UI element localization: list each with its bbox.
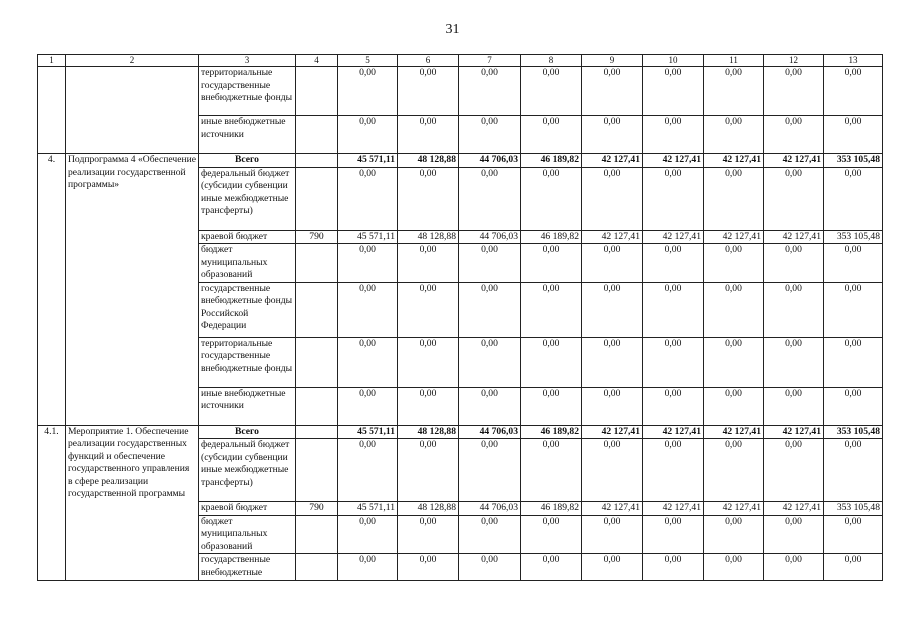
value-cell: 46 189,82 xyxy=(521,425,582,439)
value-cell: 353 105,48 xyxy=(824,502,883,516)
value-cell: 0,00 xyxy=(521,387,582,425)
funding-source-cell: территориальные государственные внебюджетные фонды xyxy=(199,67,296,116)
value-cell: 0,00 xyxy=(704,515,764,554)
value-cell: 0,00 xyxy=(824,67,883,116)
value-cell: 0,00 xyxy=(521,337,582,387)
value-cell: 45 571,11 xyxy=(338,154,398,168)
value-cell: 0,00 xyxy=(398,439,459,502)
value-cell: 353 105,48 xyxy=(824,425,883,439)
value-cell: 0,00 xyxy=(459,67,521,116)
code-cell xyxy=(296,154,338,168)
value-cell: 0,00 xyxy=(582,387,643,425)
value-cell: 48 128,88 xyxy=(398,502,459,516)
value-cell: 0,00 xyxy=(398,67,459,116)
value-cell: 0,00 xyxy=(643,282,704,337)
value-cell: 0,00 xyxy=(338,337,398,387)
value-cell: 42 127,41 xyxy=(704,502,764,516)
row-number-cell: 4.1. xyxy=(38,425,66,581)
value-cell: 0,00 xyxy=(643,554,704,581)
value-cell: 0,00 xyxy=(582,282,643,337)
value-cell: 0,00 xyxy=(704,439,764,502)
value-cell: 0,00 xyxy=(582,116,643,154)
value-cell: 0,00 xyxy=(824,282,883,337)
value-cell: 0,00 xyxy=(764,116,824,154)
value-cell: 0,00 xyxy=(521,554,582,581)
value-cell: 0,00 xyxy=(764,167,824,230)
value-cell: 0,00 xyxy=(338,515,398,554)
value-cell: 42 127,41 xyxy=(764,502,824,516)
value-cell: 46 189,82 xyxy=(521,154,582,168)
column-number-11: 11 xyxy=(704,55,764,67)
value-cell: 42 127,41 xyxy=(643,502,704,516)
funding-source-cell: государственные внебюджетные фонды Российской Федерации xyxy=(199,282,296,337)
value-cell: 0,00 xyxy=(704,116,764,154)
column-number-3: 3 xyxy=(199,55,296,67)
value-cell: 0,00 xyxy=(582,439,643,502)
value-cell: 0,00 xyxy=(582,244,643,283)
value-cell: 0,00 xyxy=(338,244,398,283)
value-cell: 0,00 xyxy=(643,244,704,283)
column-number-9: 9 xyxy=(582,55,643,67)
value-cell: 0,00 xyxy=(704,387,764,425)
value-cell: 0,00 xyxy=(764,67,824,116)
value-cell: 0,00 xyxy=(704,244,764,283)
code-cell xyxy=(296,67,338,116)
value-cell: 46 189,82 xyxy=(521,502,582,516)
value-cell: 42 127,41 xyxy=(704,154,764,168)
funding-source-cell: бюджет муниципальных образований xyxy=(199,244,296,283)
code-cell xyxy=(296,244,338,283)
value-cell: 0,00 xyxy=(582,167,643,230)
value-cell: 0,00 xyxy=(459,116,521,154)
value-cell: 0,00 xyxy=(704,167,764,230)
funding-source-cell: Всего xyxy=(199,154,296,168)
value-cell: 0,00 xyxy=(398,282,459,337)
value-cell: 0,00 xyxy=(338,167,398,230)
value-cell: 0,00 xyxy=(764,554,824,581)
value-cell: 0,00 xyxy=(521,244,582,283)
value-cell: 0,00 xyxy=(398,244,459,283)
column-number-7: 7 xyxy=(459,55,521,67)
value-cell: 42 127,41 xyxy=(582,154,643,168)
value-cell: 42 127,41 xyxy=(643,425,704,439)
value-cell: 0,00 xyxy=(521,515,582,554)
column-number-row xyxy=(38,55,883,67)
value-cell: 0,00 xyxy=(398,387,459,425)
table-row xyxy=(38,67,883,116)
value-cell: 0,00 xyxy=(338,387,398,425)
value-cell: 44 706,03 xyxy=(459,230,521,244)
code-cell xyxy=(296,337,338,387)
column-number-6: 6 xyxy=(398,55,459,67)
value-cell: 0,00 xyxy=(643,337,704,387)
value-cell: 0,00 xyxy=(521,439,582,502)
code-cell xyxy=(296,116,338,154)
value-cell: 0,00 xyxy=(459,244,521,283)
value-cell: 0,00 xyxy=(459,387,521,425)
value-cell: 0,00 xyxy=(459,282,521,337)
value-cell: 44 706,03 xyxy=(459,154,521,168)
column-number-8: 8 xyxy=(521,55,582,67)
funding-source-cell: Всего xyxy=(199,425,296,439)
funding-source-cell: бюджет муниципальных образований xyxy=(199,515,296,554)
value-cell: 0,00 xyxy=(824,337,883,387)
value-cell: 0,00 xyxy=(398,515,459,554)
value-cell: 45 571,11 xyxy=(338,425,398,439)
value-cell: 0,00 xyxy=(643,67,704,116)
value-cell: 0,00 xyxy=(764,337,824,387)
table-row xyxy=(38,154,883,168)
value-cell: 0,00 xyxy=(398,337,459,387)
value-cell: 353 105,48 xyxy=(824,154,883,168)
value-cell: 0,00 xyxy=(459,515,521,554)
value-cell: 0,00 xyxy=(338,554,398,581)
value-cell: 0,00 xyxy=(824,387,883,425)
value-cell: 0,00 xyxy=(459,167,521,230)
value-cell: 0,00 xyxy=(338,116,398,154)
value-cell: 0,00 xyxy=(398,116,459,154)
value-cell: 0,00 xyxy=(338,439,398,502)
funding-source-cell: иные внебюджетные источники xyxy=(199,387,296,425)
value-cell: 0,00 xyxy=(704,282,764,337)
column-number-2: 2 xyxy=(66,55,199,67)
value-cell: 0,00 xyxy=(643,167,704,230)
funding-source-cell: федеральный бюджет (субсидии субвенции иные межбюджетные трансферты) xyxy=(199,439,296,502)
value-cell: 44 706,03 xyxy=(459,425,521,439)
column-number-13: 13 xyxy=(824,55,883,67)
funding-source-cell: территориальные государственные внебюджетные фонды xyxy=(199,337,296,387)
value-cell: 0,00 xyxy=(643,515,704,554)
row-number-cell xyxy=(38,67,66,154)
value-cell: 0,00 xyxy=(338,282,398,337)
funding-source-cell: государственные внебюджетные xyxy=(199,554,296,581)
value-cell: 0,00 xyxy=(459,337,521,387)
code-cell: 790 xyxy=(296,230,338,244)
value-cell: 0,00 xyxy=(824,554,883,581)
value-cell: 42 127,41 xyxy=(582,502,643,516)
value-cell: 42 127,41 xyxy=(582,425,643,439)
budget-table xyxy=(37,54,883,581)
value-cell: 42 127,41 xyxy=(764,230,824,244)
column-number-12: 12 xyxy=(764,55,824,67)
value-cell: 0,00 xyxy=(764,282,824,337)
value-cell: 0,00 xyxy=(764,387,824,425)
table-row xyxy=(38,425,883,439)
value-cell: 42 127,41 xyxy=(764,154,824,168)
funding-source-cell: федеральный бюджет (субсидии субвенции иные межбюджетные трансферты) xyxy=(199,167,296,230)
program-name-cell: Подпрограмма 4 «Обеспечение реализации государственной программы» xyxy=(66,154,199,426)
value-cell: 42 127,41 xyxy=(704,230,764,244)
value-cell: 0,00 xyxy=(764,515,824,554)
row-number-cell: 4. xyxy=(38,154,66,426)
value-cell: 44 706,03 xyxy=(459,502,521,516)
funding-source-cell: краевой бюджет xyxy=(199,230,296,244)
program-name-cell: Мероприятие 1. Обеспечение реализации государственных функций и обеспечение государственного управления в сфере реализации государственной программы xyxy=(66,425,199,581)
code-cell xyxy=(296,282,338,337)
column-number-5: 5 xyxy=(338,55,398,67)
value-cell: 48 128,88 xyxy=(398,230,459,244)
value-cell: 46 189,82 xyxy=(521,230,582,244)
code-cell xyxy=(296,439,338,502)
code-cell xyxy=(296,167,338,230)
value-cell: 0,00 xyxy=(521,67,582,116)
value-cell: 42 127,41 xyxy=(764,425,824,439)
code-cell xyxy=(296,387,338,425)
value-cell: 0,00 xyxy=(582,337,643,387)
value-cell: 0,00 xyxy=(398,167,459,230)
value-cell: 45 571,11 xyxy=(338,502,398,516)
value-cell: 0,00 xyxy=(704,337,764,387)
value-cell: 42 127,41 xyxy=(582,230,643,244)
value-cell: 0,00 xyxy=(582,67,643,116)
value-cell: 0,00 xyxy=(643,116,704,154)
value-cell: 0,00 xyxy=(643,387,704,425)
value-cell: 0,00 xyxy=(704,554,764,581)
value-cell: 353 105,48 xyxy=(824,230,883,244)
program-name-cell xyxy=(66,67,199,154)
code-cell xyxy=(296,515,338,554)
value-cell: 0,00 xyxy=(521,167,582,230)
value-cell: 0,00 xyxy=(521,282,582,337)
code-cell xyxy=(296,425,338,439)
column-number-4: 4 xyxy=(296,55,338,67)
column-number-10: 10 xyxy=(643,55,704,67)
value-cell: 0,00 xyxy=(521,116,582,154)
value-cell: 0,00 xyxy=(824,244,883,283)
value-cell: 0,00 xyxy=(643,439,704,502)
table-body xyxy=(38,67,883,581)
value-cell: 0,00 xyxy=(824,515,883,554)
value-cell: 0,00 xyxy=(398,554,459,581)
value-cell: 0,00 xyxy=(824,116,883,154)
code-cell xyxy=(296,554,338,581)
value-cell: 48 128,88 xyxy=(398,425,459,439)
code-cell: 790 xyxy=(296,502,338,516)
value-cell: 0,00 xyxy=(582,554,643,581)
value-cell: 0,00 xyxy=(824,439,883,502)
value-cell: 0,00 xyxy=(338,67,398,116)
funding-source-cell: иные внебюджетные источники xyxy=(199,116,296,154)
value-cell: 0,00 xyxy=(459,439,521,502)
value-cell: 45 571,11 xyxy=(338,230,398,244)
value-cell: 0,00 xyxy=(764,439,824,502)
value-cell: 42 127,41 xyxy=(643,230,704,244)
funding-source-cell: краевой бюджет xyxy=(199,502,296,516)
value-cell: 0,00 xyxy=(582,515,643,554)
value-cell: 0,00 xyxy=(459,554,521,581)
value-cell: 0,00 xyxy=(824,167,883,230)
value-cell: 42 127,41 xyxy=(704,425,764,439)
column-number-1: 1 xyxy=(38,55,66,67)
page-number: 31 xyxy=(445,22,460,37)
value-cell: 0,00 xyxy=(704,67,764,116)
value-cell: 48 128,88 xyxy=(398,154,459,168)
value-cell: 42 127,41 xyxy=(643,154,704,168)
value-cell: 0,00 xyxy=(764,244,824,283)
